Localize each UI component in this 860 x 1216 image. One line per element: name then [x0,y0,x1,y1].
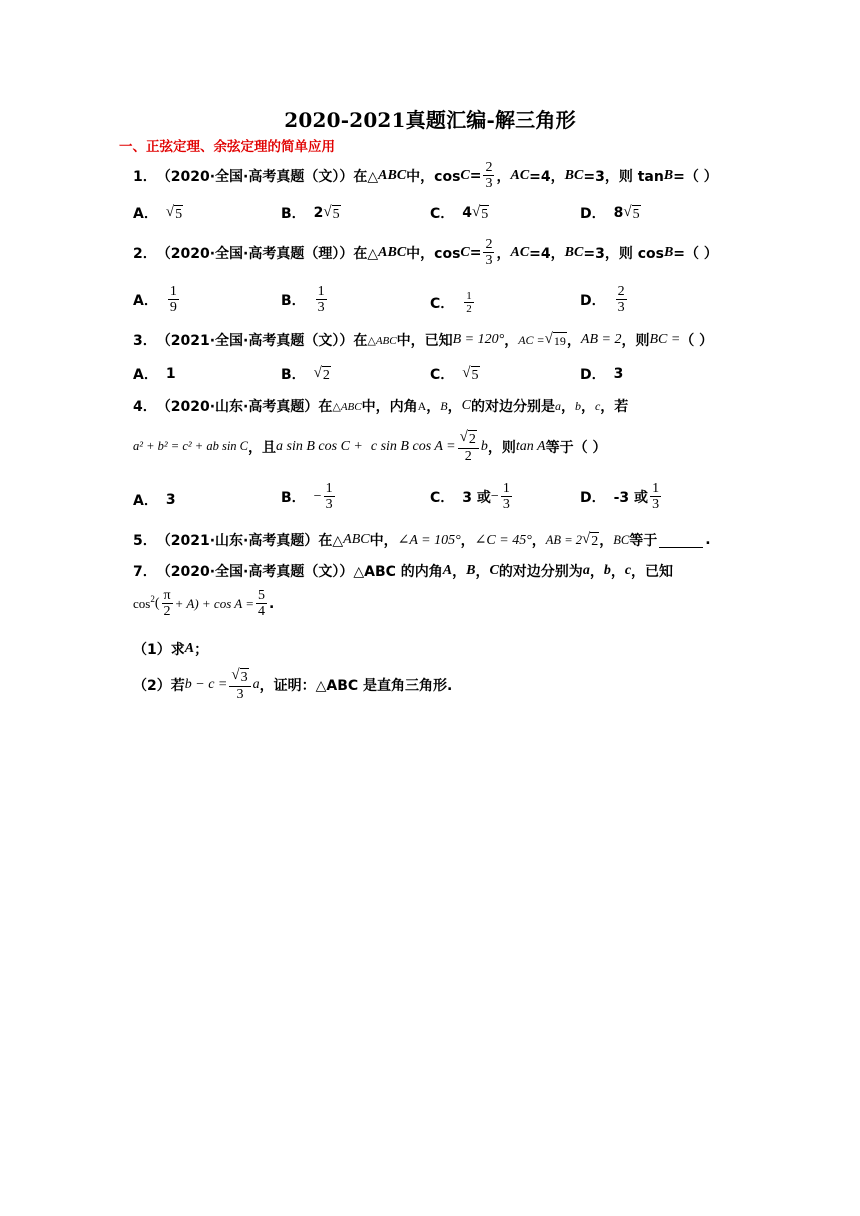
answer-blank[interactable] [659,533,703,548]
q4-option-d[interactable]: D． -3 或 $\frac{1}{3}$ [580,481,660,512]
q4-option-c[interactable]: C． 3 或 − $\frac{1}{3}$ [430,481,510,512]
q2-option-a[interactable]: A． $\frac{1}{9}$ [133,284,177,315]
page-title: 2020-2021真题汇编-解三角形 [284,108,576,132]
question-7-stem: 7． （2020·全国·高考真题（文）） △ABC 的内角 A ， B ， C 的对边分别为 a ， b ， c ，已知 [133,563,674,580]
fraction-root2-over-2: √ 2 2 [458,428,479,465]
question-1-stem: 1． （2020·全国·高考真题（文）） 在△ ABC 中，cos C = $\frac{2}{3}$ ， AC =4， BC =3，则 tan B =（ ） [133,160,718,191]
q1-option-c[interactable]: C． 4 √ 5 [430,204,489,222]
fraction-two-thirds: $\frac{2}{3}$ [485,237,493,268]
question-7-part-2: （2）若 b − c = √ 3 3 a ，证明：△ABC 是直角三角形. [133,667,453,702]
question-7-equation: cos $^2$ ( $\frac{\pi}{2}$ + A) + cos A = $\frac{5}{4}$ . [133,588,275,619]
q3-option-b[interactable]: B． √ 2 [281,365,330,383]
question-2-stem: 2． （2020·全国·高考真题（理）） 在△ ABC 中，cos C = $\frac{2}{3}$ ， AC =4， BC =3，则 cos B =（ ） [133,237,718,268]
q2-option-b[interactable]: B． $\frac{1}{3}$ [281,284,325,315]
question-3-stem: 3． （2021·全国·高考真题（文）） 在 △ABC 中，已知 B = 120° ， AC = √ 19 ， AB = 2 ，则 BC = （ ） [133,331,714,349]
question-4-stem: 4． （2020·山东·高考真题） 在 △ABC 中，内角 A ， B ， C 的对边分别是 a ， b ， c ，若 [133,398,629,415]
question-4-condition: a² + b² = c² + ab sin C ，且 a sin B cos C + c sin B cos A = √ 2 2 b ，则 tan A 等于（ ） [133,429,607,464]
q3-option-c[interactable]: C． √ 5 [430,365,479,383]
q4-option-b[interactable]: B． − $\frac{1}{3}$ [281,481,333,512]
question-7-part-1: （1）求 A ； [133,641,209,658]
q1-option-b[interactable]: B． 2 √ 5 [281,204,340,222]
fraction-two-thirds: $\frac{2}{3}$ [485,160,493,191]
q2-option-c[interactable]: C． $\frac{1}{2}$ [430,290,472,315]
section-heading: 一、正弦定理、余弦定理的简单应用 [119,139,335,155]
q1-option-a[interactable]: A． √ 5 [133,204,183,222]
q2-option-d[interactable]: D． $\frac{2}{3}$ [580,284,625,315]
q4-option-a[interactable]: A． 3 [133,492,176,509]
question-5-stem: 5． （2021·山东·高考真题） 在△ ABC 中， ∠A = 105° ， ∠C = 45° ， AB = 2 √ 2 ， BC 等于 . [133,531,711,549]
q1-option-d[interactable]: D． 8 √ 5 [580,204,640,222]
q3-option-d[interactable]: D． 3 [580,366,624,383]
q3-option-a[interactable]: A． 1 [133,366,176,383]
